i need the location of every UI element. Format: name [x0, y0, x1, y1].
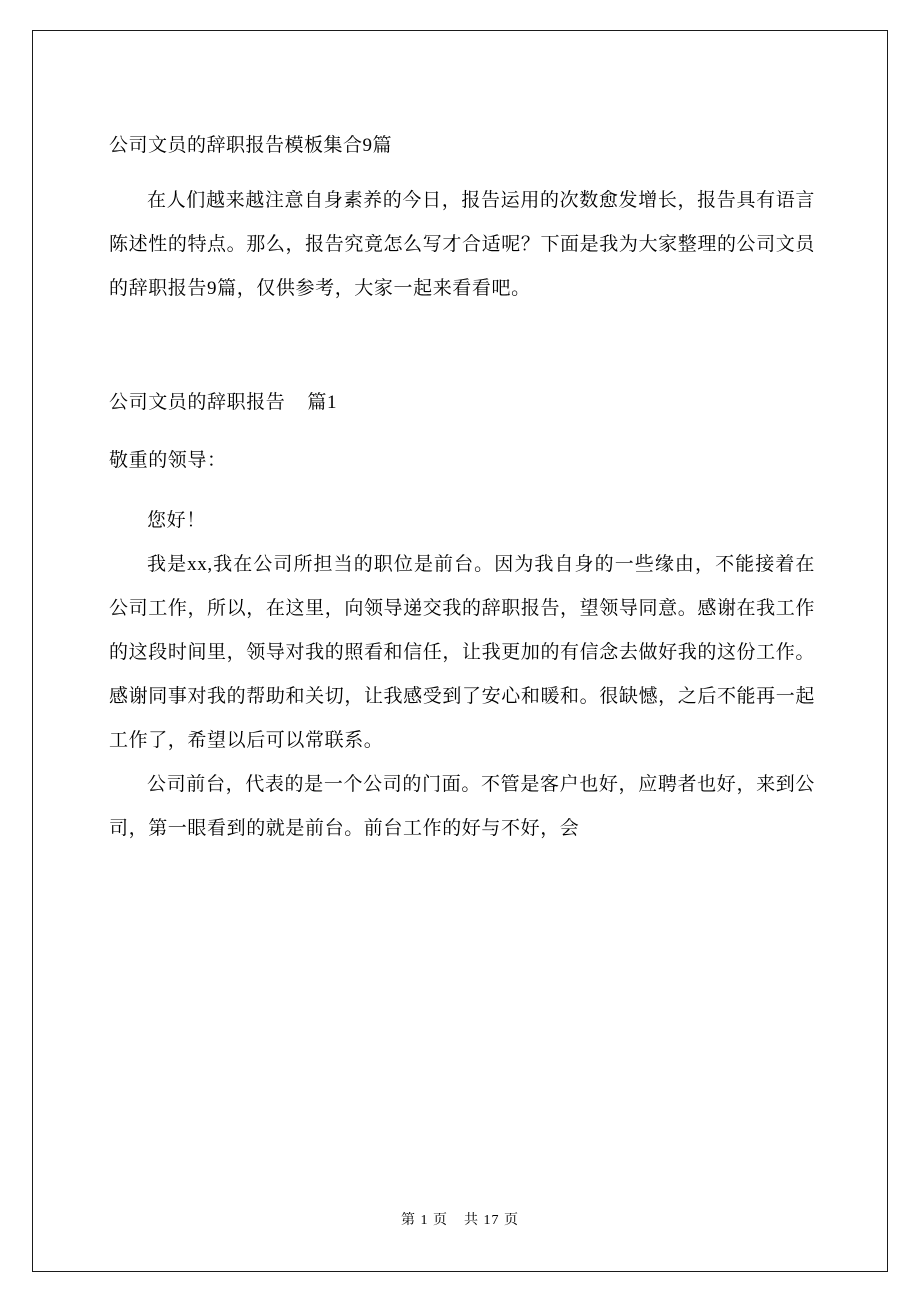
section-number: 篇1 — [307, 392, 338, 413]
page-title: 公司文员的辞职报告模板集合9篇 — [109, 135, 393, 156]
section-heading-text: 公司文员的辞职报告 — [109, 392, 286, 413]
section-spacer — [109, 311, 815, 383]
page-footer — [33, 1209, 887, 1229]
intro-paragraph: 在人们越来越注意自身素养的今日，报告运用的次数愈发增长，报告具有语言陈述性的特点。那么，报告究竟怎么写才合适呢？下面是我为大家整理的公司文员的辞职报告9篇，仅供参考，大家一起来看看吧。 — [109, 190, 815, 299]
footer-total-pages: 共 17 页 — [464, 1213, 519, 1228]
section-heading — [109, 383, 815, 423]
salutation-spacer — [109, 483, 815, 499]
salutation: 敬重的领导： — [109, 450, 227, 471]
body-paragraph-1: 我是xx,我在公司所担当的职位是前台。因为我自身的一些缘由，不能接着在公司工作，所以，在这里，向领导递交我的辞职报告，望领导同意。感谢在我工作的这段时间里，领导对我的照看和信任，让我更加的有信念去做好我的这份工作。感谢同事对我的帮助和关切，让我感受到了安心和暖和。很缺憾，之后不能再一起工作了，希望以后可以常联系。 — [109, 554, 815, 751]
document-content — [109, 131, 815, 851]
body-paragraph-2: 公司前台，代表的是一个公司的门面。不管是客户也好，应聘者也好，来到公司，第一眼看到的就是前台。前台工作的好与不好，会 — [109, 774, 815, 839]
heading-spacer — [109, 423, 815, 439]
document-page — [32, 30, 888, 1272]
footer-current-page: 第 1 页 — [401, 1213, 448, 1228]
greeting-paragraph: 您好！ — [147, 510, 206, 531]
